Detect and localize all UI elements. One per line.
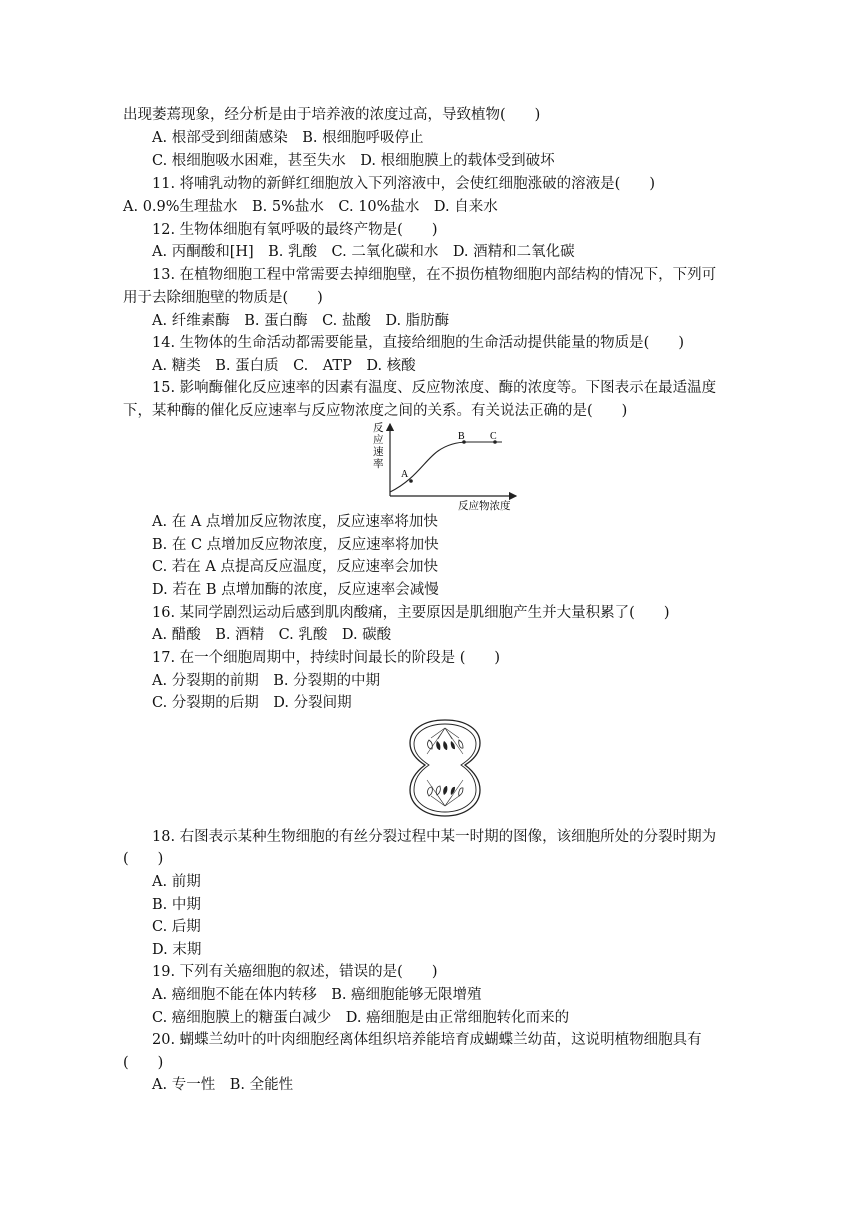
q14-stem: 14. 生物体的生命活动都需要能量，直接给细胞的生命活动提供能量的物质是( ) (152, 335, 684, 351)
q15-stem: 15. 影响酶催化反应速率的因素有温度、反应物浓度、酶的浓度等。下图表示在最适温度 (152, 380, 717, 396)
q16-stem: 16. 某同学剧烈运动后感到肌肉酸痛，主要原因是肌细胞产生并大量积累了( ) (152, 605, 670, 621)
q20-stem-cont: ( ) (123, 1055, 164, 1071)
q15-option-d: D. 若在 B 点增加酶的浓度，反应速率会减慢 (152, 582, 439, 598)
rate-curve (390, 442, 502, 492)
q19-stem: 19. 下列有关癌细胞的叙述，错误的是( ) (152, 964, 438, 980)
q15-option-a: A. 在 A 点增加反应物浓度，反应速率将加快 (152, 514, 438, 530)
y-label-char: 反 (373, 422, 384, 434)
q18-stem-cont: ( ) (123, 851, 164, 867)
y-label-char: 速 (373, 446, 384, 458)
q17-option-cd: C. 分裂期的后期 D. 分裂间期 (152, 695, 352, 711)
q18-option-d: D. 末期 (152, 942, 202, 958)
q20-options: A. 专一性 B. 全能性 (152, 1077, 294, 1093)
q13-options: A. 纤维素酶 B. 蛋白酶 C. 盐酸 D. 脂肪酶 (152, 313, 450, 329)
q17-option-ab: A. 分裂期的前期 B. 分裂期的中期 (152, 673, 381, 689)
q10-option-cd: C. 根细胞吸水困难，甚至失水 D. 根细胞膜上的载体受到破坏 (152, 153, 555, 169)
q17-stem: 17. 在一个细胞周期中，持续时间最长的阶段是 ( ) (152, 650, 501, 666)
reaction-rate-figure (370, 420, 520, 512)
q20-stem: 20. 蝴蝶兰幼叶的叶肉细胞经离体组织培养能培育成蝴蝶兰幼苗，这说明植物细胞具有 (152, 1032, 702, 1048)
q10-stem-cont: 出现萎蔫现象，经分析是由于培养液的浓度过高，导致植物( ) (123, 107, 541, 123)
q15-option-c: C. 若在 A 点提高反应温度，反应速率会加快 (152, 559, 438, 575)
q12-stem: 12. 生物体细胞有氧呼吸的最终产物是( ) (152, 222, 438, 238)
q12-options: A. 丙酮酸和[H] B. 乳酸 C. 二氧化碳和水 D. 酒精和二氧化碳 (152, 244, 575, 260)
q19-option-ab: A. 癌细胞不能在体内转移 B. 癌细胞能够无限增殖 (152, 987, 482, 1003)
q10-option-ab: A. 根部受到细菌感染 B. 根细胞呼吸停止 (152, 130, 424, 146)
q13-stem: 13. 在植物细胞工程中常需要去掉细胞壁，在不损伤植物细胞内部结构的情况下，下列可 (152, 267, 717, 283)
cell-division-figure (407, 716, 483, 820)
q18-stem: 18. 右图表示某种生物细胞的有丝分裂过程中某一时期的图像，该细胞所处的分裂时期为 (152, 829, 717, 845)
q18-option-c: C. 后期 (152, 919, 201, 935)
q14-options: A. 糖类 B. 蛋白质 C. ATP D. 核酸 (152, 358, 416, 374)
q11-options: A. 0.9%生理盐水 B. 5%盐水 C. 10%盐水 D. 自来水 (123, 199, 498, 215)
y-label-char: 应 (373, 434, 384, 446)
q13-stem-cont: 用于去除细胞壁的物质是( ) (123, 290, 323, 306)
q16-options: A. 醋酸 B. 酒精 C. 乳酸 D. 碳酸 (152, 627, 392, 643)
cell-outer-membrane (410, 720, 480, 816)
q15-stem-cont: 下，某种酶的催化反应速率与反应物浓度之间的关系。有关说法正确的是( ) (123, 403, 628, 419)
point-a-marker (409, 479, 413, 483)
point-a-label: A (401, 469, 409, 480)
q11-stem: 11. 将哺乳动物的新鲜红细胞放入下列溶液中，会使红细胞涨破的溶液是( ) (152, 176, 655, 192)
y-label-char: 率 (373, 458, 384, 470)
q18-option-a: A. 前期 (152, 874, 201, 890)
q19-option-cd: C. 癌细胞膜上的糖蛋白减少 D. 癌细胞是由正常细胞转化而来的 (152, 1010, 570, 1026)
q15-option-b: B. 在 C 点增加反应物浓度，反应速率将加快 (152, 537, 439, 553)
q18-option-b: B. 中期 (152, 897, 201, 913)
point-b-label: B (458, 431, 465, 442)
point-c-label: C (490, 431, 497, 442)
cell-inner-membrane (414, 724, 476, 812)
x-axis-label: 反应物浓度 (458, 500, 511, 512)
